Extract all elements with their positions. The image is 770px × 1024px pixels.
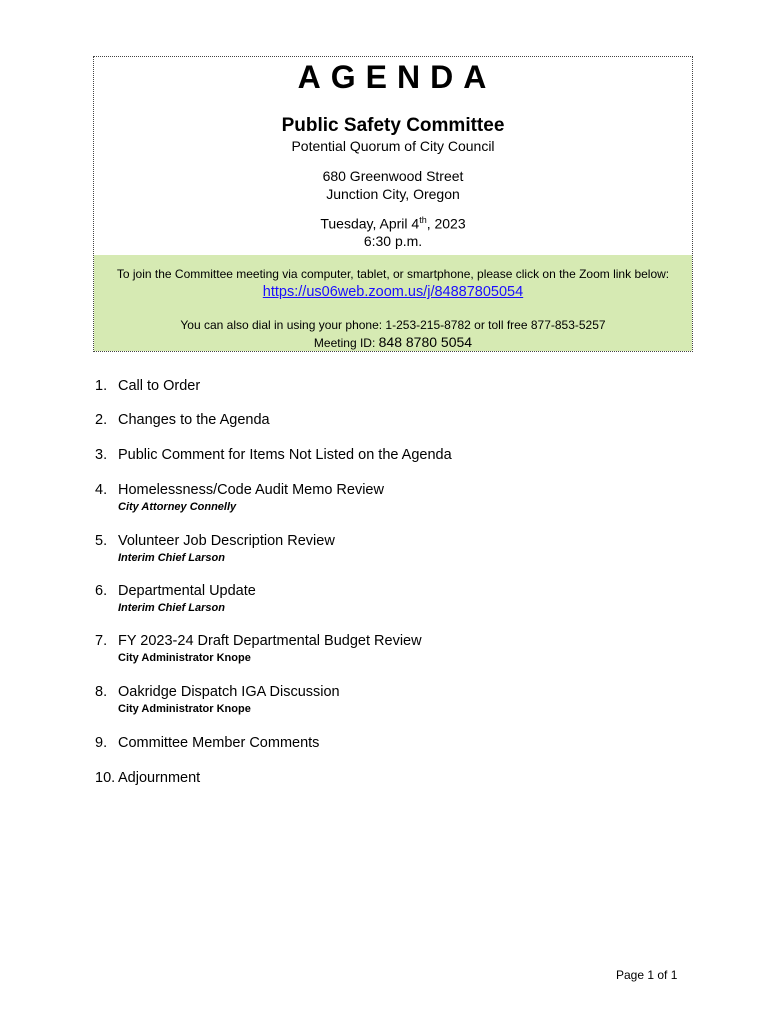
meeting-id bbox=[94, 334, 692, 350]
agenda-header-box bbox=[93, 56, 693, 352]
address-city: Junction City, Oregon bbox=[326, 186, 460, 202]
agenda-item-title: Oakridge Dispatch IGA Discussion bbox=[118, 684, 340, 700]
agenda-item-presenter: Interim Chief Larson bbox=[118, 552, 225, 564]
agenda-item-title: Adjournment bbox=[118, 770, 201, 786]
agenda-item-number: 6. bbox=[95, 583, 108, 599]
agenda-item-title: Volunteer Job Description Review bbox=[118, 533, 335, 549]
meeting-date-ordinal: th bbox=[419, 215, 427, 225]
agenda-item-number: 5. bbox=[95, 533, 108, 549]
agenda-item-number: 10. bbox=[95, 770, 116, 786]
meeting-id-label: Meeting ID: bbox=[313, 336, 379, 350]
agenda-item-number: 3. bbox=[95, 447, 108, 463]
meeting-info-panel bbox=[94, 57, 692, 256]
meeting-time: 6:30 p.m. bbox=[363, 233, 423, 249]
agenda-item-title: Call to Order bbox=[118, 378, 201, 394]
zoom-instructions: To join the Committee meeting via computer, tablet, or smartphone, please click on the Zoom link below: bbox=[116, 267, 670, 281]
agenda-item-number: 8. bbox=[95, 684, 108, 700]
agenda-item-number: 9. bbox=[95, 735, 108, 751]
agenda-item-number: 1. bbox=[95, 378, 108, 394]
page-title: AGENDA bbox=[297, 59, 497, 95]
address-street: 680 Greenwood Street bbox=[322, 168, 464, 184]
meeting-date-prefix: Tuesday, April 4 bbox=[320, 215, 420, 232]
agenda-item-presenter: City Administrator Knope bbox=[118, 652, 251, 664]
agenda-item-presenter: City Administrator Knope bbox=[118, 703, 251, 715]
committee-name: Public Safety Committee bbox=[281, 115, 505, 136]
agenda-item-title: Public Comment for Items Not Listed on the Agenda bbox=[118, 447, 452, 463]
meeting-date-year: , 2023 bbox=[426, 215, 466, 232]
dial-in-info: You can also dial in using your phone: 1-253-215-8782 or toll free 877-853-5257 bbox=[180, 318, 606, 332]
agenda-item-title: Departmental Update bbox=[118, 583, 256, 599]
agenda-item-presenter: Interim Chief Larson bbox=[118, 602, 225, 614]
agenda-item-title: Homelessness/Code Audit Memo Review bbox=[118, 482, 384, 498]
quorum-note: Potential Quorum of City Council bbox=[291, 138, 495, 154]
zoom-link[interactable]: https://us06web.zoom.us/j/84887805054 bbox=[262, 284, 524, 300]
agenda-item-title: FY 2023-24 Draft Departmental Budget Review bbox=[118, 633, 422, 649]
agenda-item-title: Changes to the Agenda bbox=[118, 412, 270, 428]
meeting-date bbox=[94, 215, 692, 232]
agenda-item-number: 2. bbox=[95, 412, 108, 428]
agenda-item-number: 7. bbox=[95, 633, 108, 649]
agenda-item-number: 4. bbox=[95, 482, 108, 498]
page-number: Page 1 of 1 bbox=[616, 968, 678, 982]
agenda-item-title: Committee Member Comments bbox=[118, 735, 320, 751]
meeting-id-number: 848 8780 5054 bbox=[378, 334, 473, 350]
zoom-info-panel bbox=[94, 255, 692, 351]
zoom-link-row bbox=[94, 283, 692, 301]
agenda-item-presenter: City Attorney Connelly bbox=[118, 501, 237, 513]
